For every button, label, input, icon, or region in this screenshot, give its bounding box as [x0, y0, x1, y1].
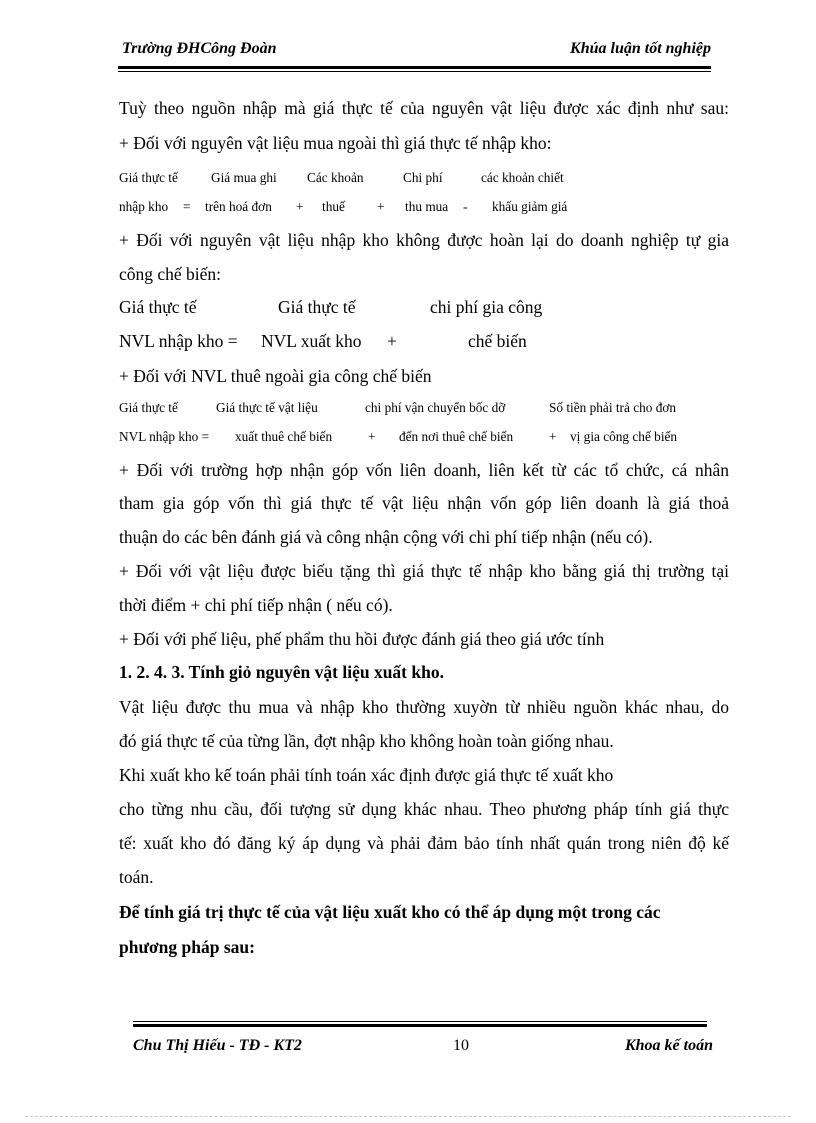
paragraph-capital-contribution: + Đối với trường hợp nhận góp vốn liên doanh, liên kết từ các tổ chức, cá nhân [119, 460, 729, 480]
formula-cell: nhập kho [119, 199, 169, 214]
formula-cell: NVL nhập kho = [119, 331, 238, 351]
formula-cell: Số tiền phải trả cho đơn [549, 400, 677, 415]
formula-operator: + [368, 429, 376, 444]
paragraph-donated-cont: thời điểm + chi phí tiếp nhận ( nếu có). [119, 595, 393, 615]
paragraph-capital-contribution-end: thuận do các bên đánh giá và công nhận cộng với chi phí tiếp nhận (nếu có). [119, 527, 653, 547]
paragraph-issue-cont2: tế: xuất kho đó đăng ký áp dụng và phải đảm bảo tính nhất quán trong niên độ kế [119, 833, 729, 853]
paragraph-purchased-materials: + Đối với nguyên vật liệu mua ngoài thì giá thực tế nhập kho: [119, 133, 552, 153]
formula-cell: thuế [322, 199, 345, 214]
paragraph-self-processed: + Đối với nguyên vật liệu nhập kho không được hoàn lại do doanh nghiệp tự gia [119, 230, 729, 250]
footer-author: Chu Thị Hiếu - TĐ - KT2 [133, 1037, 302, 1054]
paragraph-capital-contribution-cont: tham gia góp vốn thì giá thực tế vật liệu nhận vốn góp liên doanh là giá thoả [119, 493, 729, 513]
formula-operator: - [463, 199, 468, 214]
formula-operator: + [549, 429, 557, 444]
paragraph-issue-cont1: cho từng nhu cầu, đối tượng sử dụng khác nhau. Theo phương pháp tính giá thực [119, 799, 729, 819]
formula-cell: Giá thực tế [119, 170, 178, 185]
formula-cell: đến nơi thuê chế biến [399, 429, 514, 444]
paragraph-methods-intro-cont: phương pháp sau: [119, 937, 255, 957]
footer-department: Khoa kế toán [624, 1037, 713, 1054]
formula-cell: Chi phí [403, 170, 443, 185]
formula-cell: Giá thực tế vật liệu [216, 400, 318, 415]
formula-cell: Các khoản [307, 170, 364, 185]
paragraph-issue: Khi xuất kho kế toán phải tính toán xác định được giá thực tế xuất kho [119, 765, 614, 785]
formula-operator: + [387, 331, 397, 351]
formula-cell: Giá thực tế [119, 400, 178, 415]
formula-cell: khấu giảm giá [492, 199, 568, 214]
paragraph-donated: + Đối với vật liệu được biếu tặng thì giá thực tế nhập kho bằng giá thị trường tại [119, 561, 729, 581]
footer-rule-thin [133, 1021, 707, 1022]
formula-cell: Giá thực tế [119, 297, 197, 317]
header-thesis-title: Khúa luận tốt nghiệp [570, 40, 711, 57]
header-school: Trường ĐHCông Đoàn [122, 40, 277, 57]
paragraph-purchase-sources: Vật liệu được thu mua và nhập kho thường xuyờn từ nhiều nguồn khác nhau, do [119, 697, 729, 717]
formula-cell: thu mua [405, 199, 449, 214]
formula-cell: Giá mua ghi [211, 170, 277, 185]
header-rule-thick [118, 66, 711, 69]
formula-operator: = [183, 199, 191, 214]
formula-cell: Giá thực tế [278, 297, 356, 317]
paragraph-methods-intro: Để tính giá trị thực tế của vật liệu xuất kho có thể áp dụng một trong các [119, 902, 661, 922]
paragraph-self-processed-cont: công chế biến: [119, 264, 222, 284]
formula-cell: NVL xuất kho [261, 331, 362, 351]
formula-cell: xuất thuê chế biến [235, 429, 333, 444]
formula-cell: chế biến [468, 331, 527, 351]
footer-rule-thick [133, 1024, 707, 1027]
header-rule-thin [118, 71, 711, 72]
paragraph-intro: Tuỳ theo nguồn nhập mà giá thực tế của nguyên vật liệu được xác định như sau: [119, 98, 729, 118]
formula-cell: trên hoá đơn [205, 199, 272, 214]
paragraph-issue-end: toán. [119, 867, 154, 887]
section-heading: 1. 2. 4. 3. Tính giỏ nguyên vật liệu xuất kho. [119, 662, 444, 682]
paragraph-scrap: + Đối với phế liệu, phế phẩm thu hồi được đánh giá theo giá ước tính [119, 629, 605, 649]
formula-cell: chi phí vận chuyển bốc dỡ [365, 400, 506, 415]
page-number: 10 [453, 1037, 469, 1054]
formula-cell: các khoản chiết [481, 170, 564, 185]
formula-cell: vị gia công chế biến [570, 429, 678, 444]
formula-operator: + [296, 199, 304, 214]
formula-cell: NVL nhập kho = [119, 429, 210, 444]
page-edge-divider [25, 1116, 791, 1117]
formula-cell: chi phí gia công [430, 297, 543, 317]
paragraph-purchase-sources-cont: đó giá thực tế của từng lần, đợt nhập kho không hoàn toàn giống nhau. [119, 731, 614, 751]
paragraph-outsourced: + Đối với NVL thuê ngoài gia công chế biến [119, 366, 432, 386]
formula-operator: + [377, 199, 385, 214]
